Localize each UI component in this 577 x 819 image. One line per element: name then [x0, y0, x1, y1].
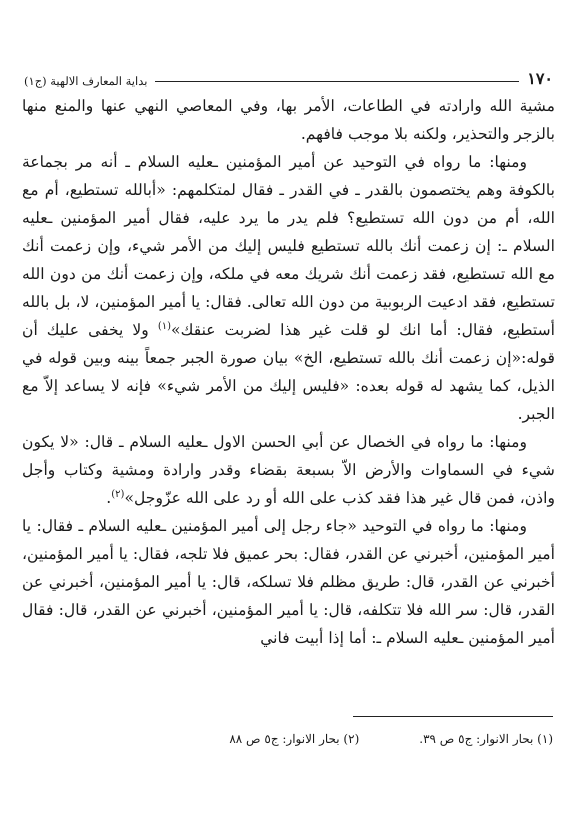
page-number: ١٧٠ [527, 69, 553, 88]
footnote-1: (١) بحار الانوار: ج٥ ص ٣٩. [419, 732, 553, 746]
paragraph-3: ومنها: ما رواه في الخصال عن أبي الحسن الاول ـعليه السلام ـ قال: «لا يكون شيء في السماوات والأرض الاّ بسبعة بقضاء وقدر وارادة ومشية وكتاب وأجل واذن، فمن قال غير هذا فقد كذب على الله أو رد على الله عزّوجل»$^{(٢)}$. [22, 433, 555, 507]
footnote-ref-2: (٢) [111, 488, 125, 500]
footnote-2: (٢) بحار الانوار: ج٥ ص ٨٨ [229, 732, 360, 746]
paragraph-1: مشية الله وارادته في الطاعات، الأمر بها، وفي المعاصي النهي عنها والمنع منها بالزجر والتحذير، ولكنه بلا موجب فافهم. [22, 97, 555, 143]
body-text [22, 92, 555, 652]
page-header [24, 64, 553, 88]
running-title: بداية المعارف الالهية (ج١) [24, 74, 148, 88]
footnotes [60, 732, 553, 746]
paragraph-2: ومنها: ما رواه في التوحيد عن أمير المؤمنين ـعليه السلام ـ أنه مر بجماعة بالكوفة وهم يختصمون بالقدر ـ في القدر ـ فقال لمتكلمهم: «أبالله تستطيع، أم مع الله، أم من دون الله تستطيع؟ فلم يدر ما يرد عليه، فقال أمير المؤمنين ـعليه السلام ـ: إن زعمت أنك بالله تستطيع فليس إليك من الأمر شيء، وإن زعمت أنك مع الله تستطيع، فقد زعمت أنك شريك معه في ملكه، وإن زعمت أنك من دون الله تستطيع، فقد ادعيت الربوبية من دون الله تعالى. فقال: يا أمير المؤمنين، لا، بل بالله أستطيع، فقال: أما انك لو قلت غير هذا لضربت عنقك»$^{(١)}$ ولا يخفى عليك أن قوله:«إن زعمت أنك بالله تستطيع، الخ» بيان صورة الجبر جمعاً بينه وبين قوله في الذيل، كما يشهد له قوله بعده: «فليس إليك من الأمر شيء» فإنه لا يساعد إلاّ مع الجبر. [22, 153, 555, 423]
footnote-ref-1: (١) [157, 320, 172, 332]
header-rule [155, 81, 519, 82]
paragraph-4: ومنها: ما رواه في التوحيد «جاء رجل إلى أمير المؤمنين ـعليه السلام ـ فقال: يا أمير المؤمنين، أخبرني عن القدر، فقال: بحر عميق فلا تلجه، فقال: يا أمير المؤمنين، أخبرني عن القدر، قال: طريق مظلم فلا تسلكه، قال: يا أمير المؤمنين، أخبرني عن القدر، قال: سر الله فلا تتكلفه، قال: يا أمير المؤمنين، أخبرني عن القدر، قال: فقال أمير المؤمنين ـعليه السلام ـ: أما إذا أبيت فاني [22, 517, 555, 647]
footnote-rule [353, 716, 553, 717]
